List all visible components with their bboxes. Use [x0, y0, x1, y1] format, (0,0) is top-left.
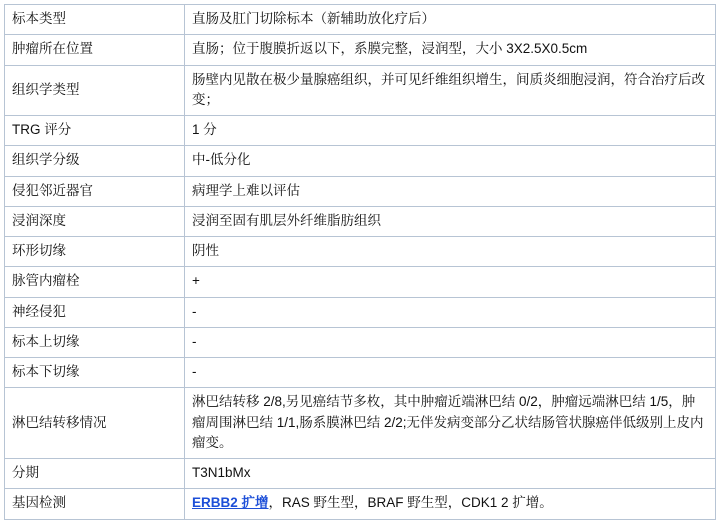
row-value: +	[185, 267, 716, 297]
table-row	[5, 297, 716, 327]
row-label: 神经侵犯	[5, 297, 185, 327]
row-label: 标本下切缘	[5, 358, 185, 388]
pathology-report-table	[4, 4, 716, 520]
row-label: 基因检测	[5, 489, 185, 519]
row-value: T3N1bMx	[185, 459, 716, 489]
row-value: 浸润至固有肌层外纤维脂肪组织	[185, 206, 716, 236]
table-row	[5, 35, 716, 65]
table-row	[5, 358, 716, 388]
table-row	[5, 116, 716, 146]
table-row	[5, 176, 716, 206]
row-value: 阴性	[185, 237, 716, 267]
report-body	[5, 5, 716, 520]
row-label: 分期	[5, 459, 185, 489]
row-value: 肠壁内见散在极少量腺癌组织，并可见纤维组织增生，间质炎细胞浸润，符合治疗后改变；	[185, 65, 716, 116]
row-value: -	[185, 297, 716, 327]
table-row	[5, 237, 716, 267]
row-value: 淋巴结转移 2/8,另见癌结节多枚，其中肿瘤近端淋巴结 0/2，肿瘤远端淋巴结 1/5，肿瘤周围淋巴结 1/1,肠系膜淋巴结 2/2;无伴发病变部分乙状结肠管状腺癌伴低级别上皮内瘤变。	[185, 388, 716, 459]
row-value: 中-低分化	[185, 146, 716, 176]
row-value: 直肠；位于腹膜折返以下，系膜完整，浸润型，大小 3X2.5X0.5cm	[185, 35, 716, 65]
row-label: TRG 评分	[5, 116, 185, 146]
table-row	[5, 267, 716, 297]
row-value: 1 分	[185, 116, 716, 146]
row-label: 标本类型	[5, 5, 185, 35]
table-row	[5, 206, 716, 236]
gene-highlight: ERBB2 扩增	[192, 495, 269, 511]
row-value: 直肠及肛门切除标本（新辅助放化疗后）	[185, 5, 716, 35]
row-label: 标本上切缘	[5, 327, 185, 357]
table-row	[5, 388, 716, 459]
table-row	[5, 65, 716, 116]
row-label: 脉管内瘤栓	[5, 267, 185, 297]
table-row	[5, 327, 716, 357]
row-label: 组织学分级	[5, 146, 185, 176]
row-value: -	[185, 358, 716, 388]
row-label: 浸润深度	[5, 206, 185, 236]
row-label: 组织学类型	[5, 65, 185, 116]
table-row	[5, 459, 716, 489]
gene-rest: ，RAS 野生型，BRAF 野生型，CDK1 2 扩增。	[268, 495, 553, 511]
row-value: 病理学上难以评估	[185, 176, 716, 206]
table-row	[5, 5, 716, 35]
table-row	[5, 146, 716, 176]
row-label: 淋巴结转移情况	[5, 388, 185, 459]
row-label: 环形切缘	[5, 237, 185, 267]
row-label: 肿瘤所在位置	[5, 35, 185, 65]
row-value: -	[185, 327, 716, 357]
row-label: 侵犯邻近器官	[5, 176, 185, 206]
